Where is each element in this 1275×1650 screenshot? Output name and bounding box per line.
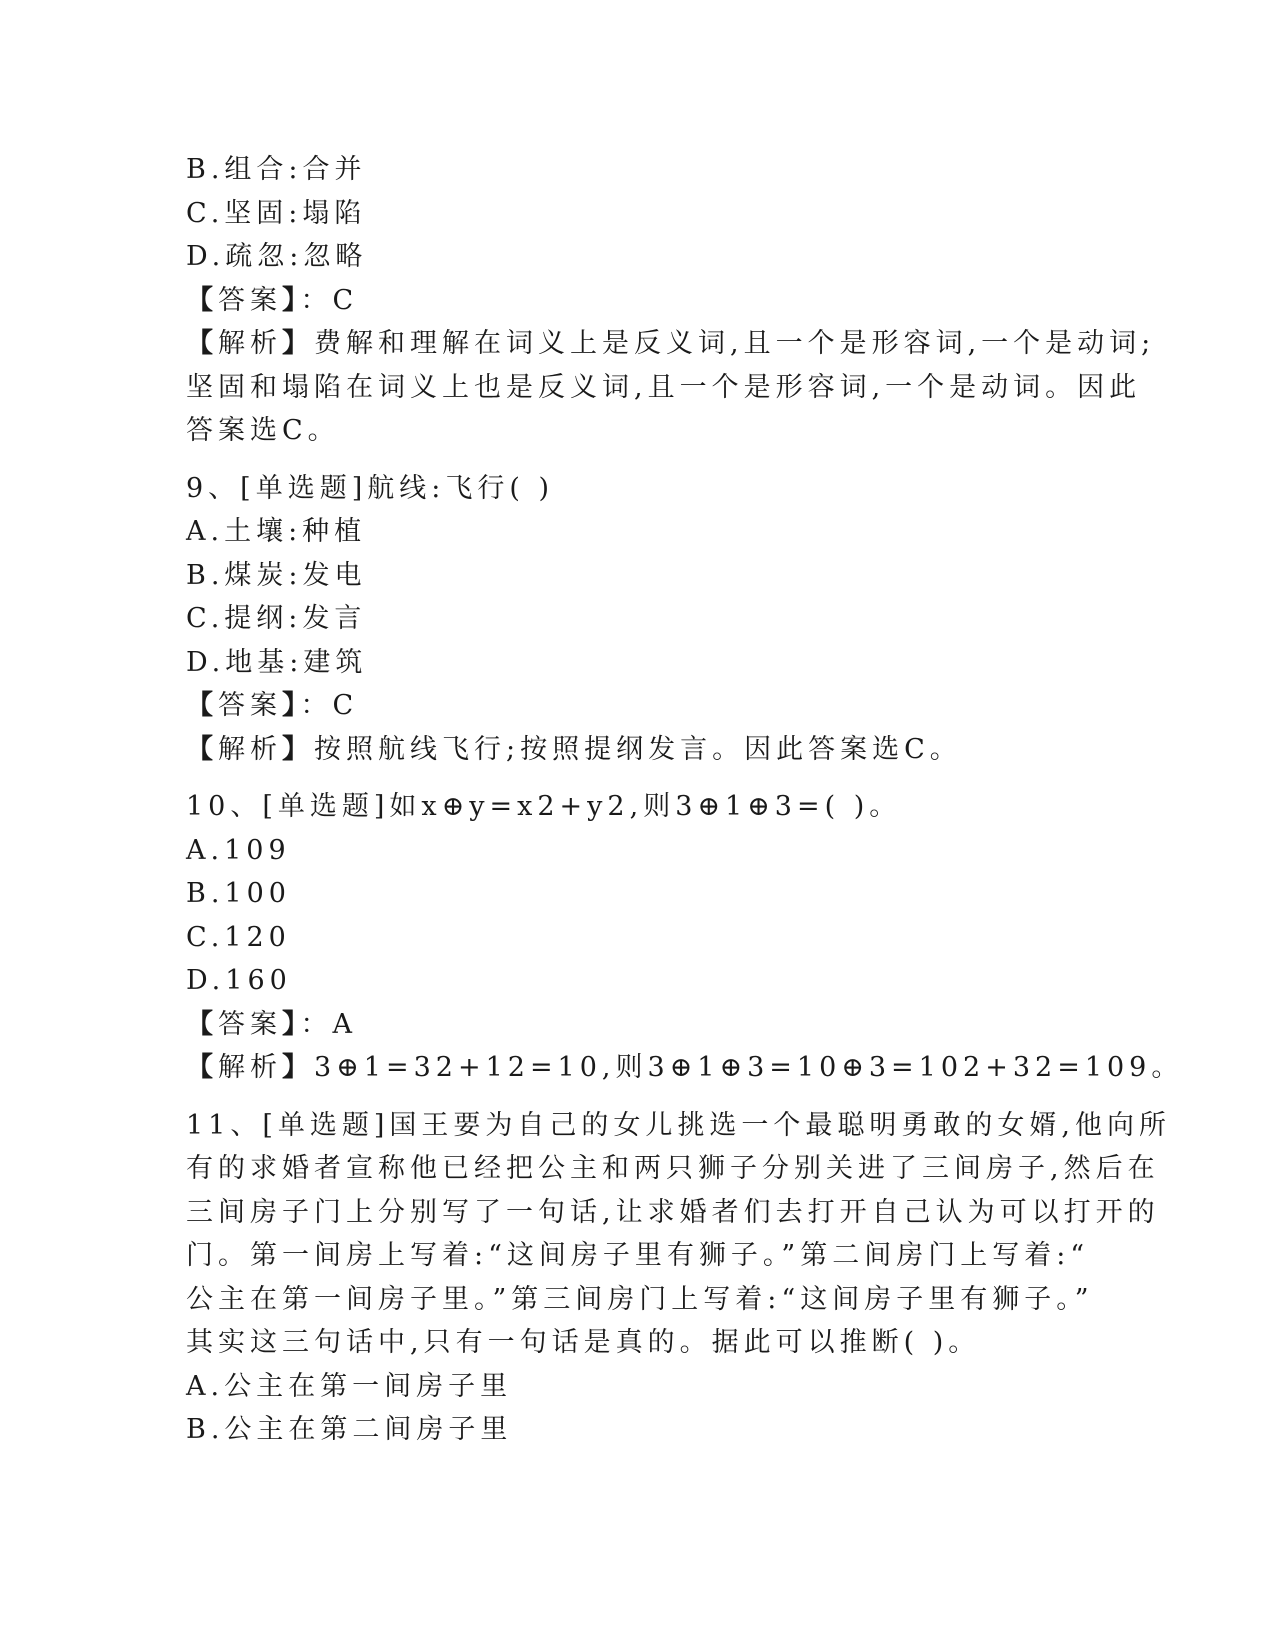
question-stem-line: 三间房子门上分别写了一句话,让求婚者们去打开自己认为可以打开的 [186,1196,1160,1228]
question-stem: 10、[单选题]如x⊕y=x2+y2,则3⊕1⊕3=( )。 [186,791,902,822]
option-a: A.109 [186,834,291,866]
analysis-text: 3⊕1=32+12=10,则3⊕1⊕3=10⊕3=102+32=109。 [314,1052,1184,1083]
option-b: B.煤炭:发电 [186,559,367,591]
question-10 [186,785,1184,1090]
option-d: D.160 [186,965,292,996]
analysis-line [186,728,1086,772]
question-8 [186,148,1156,453]
analysis-bracket-open: 【 [186,328,218,359]
answer-label: 答案 [218,690,282,721]
question-stem-line: 门。第一间房上写着:“这间房子里有狮子。”第二间房门上写着:“ [186,1240,1090,1271]
analysis-bracket-close: 】 [282,328,314,359]
analysis-bracket-close: 】 [282,733,314,765]
answer-bracket-close: 】 [282,284,301,316]
question-stem: 9、[单选题]航线:飞行( ) [186,472,554,504]
answer-bracket-close: 】 [282,1008,301,1040]
answer-value: ：C [300,690,359,721]
option-a: A.土壤:种植 [186,516,367,547]
analysis-text: 按照航线飞行;按照提纲发言。因此答案选C。 [314,733,962,765]
option-b: B.100 [186,878,291,909]
question-stem-line: 其实这三句话中,只有一句话是真的。据此可以推断( )。 [186,1327,981,1358]
analysis-bracket-close: 】 [282,1052,314,1083]
analysis-label: 解析 [218,1052,282,1083]
answer-line [186,1003,1086,1047]
question-9 [186,467,1086,772]
question-stem-line: 11、[单选题]国王要为自己的女儿挑选一个最聪明勇敢的女婿,他向所 [186,1109,1172,1141]
analysis-bracket-open: 【 [186,1052,218,1083]
option-c: C.120 [186,921,291,953]
option-a: A.公主在第一间房子里 [186,1370,513,1402]
answer-bracket-open: 【 [186,284,218,316]
question-stem-line: 公主在第一间房子里。”第三间房门上写着:“这间房子里有狮子。” [186,1283,1094,1315]
answer-bracket-open: 【 [186,1008,218,1040]
answer-value: ：C [300,284,359,316]
answer-line [186,684,1086,728]
answer-line [186,279,1086,323]
option-c: C.坚固:塌陷 [186,197,367,229]
answer-label: 答案 [218,1008,282,1040]
analysis-bracket-open: 【 [186,733,218,765]
option-b: B.组合:合并 [186,154,367,185]
analysis-line [186,1046,1184,1090]
document-page [186,148,1184,1452]
option-d: D.疏忽:忽略 [186,241,368,272]
analysis-label: 解析 [218,733,282,765]
option-b: B.公主在第二间房子里 [186,1414,513,1445]
answer-bracket-close: 】 [282,690,301,721]
analysis-text-line: 坚固和塌陷在词义上也是反义词,且一个是形容词,一个是动词。因此 [186,371,1142,403]
question-11 [186,1104,1172,1452]
answer-value: ：A [300,1008,357,1040]
analysis-text-line: 答案选C。 [186,415,340,446]
option-c: C.提纲:发言 [186,603,367,634]
answer-label: 答案 [218,284,282,316]
option-d: D.地基:建筑 [186,646,368,678]
analysis-line [186,322,1156,366]
analysis-label: 解析 [218,328,282,359]
analysis-text: 费解和理解在词义上是反义词,且一个是形容词,一个是动词; [314,328,1156,359]
answer-bracket-open: 【 [186,690,218,721]
question-stem-line: 有的求婚者宣称他已经把公主和两只狮子分别关进了三间房子,然后在 [186,1153,1160,1184]
